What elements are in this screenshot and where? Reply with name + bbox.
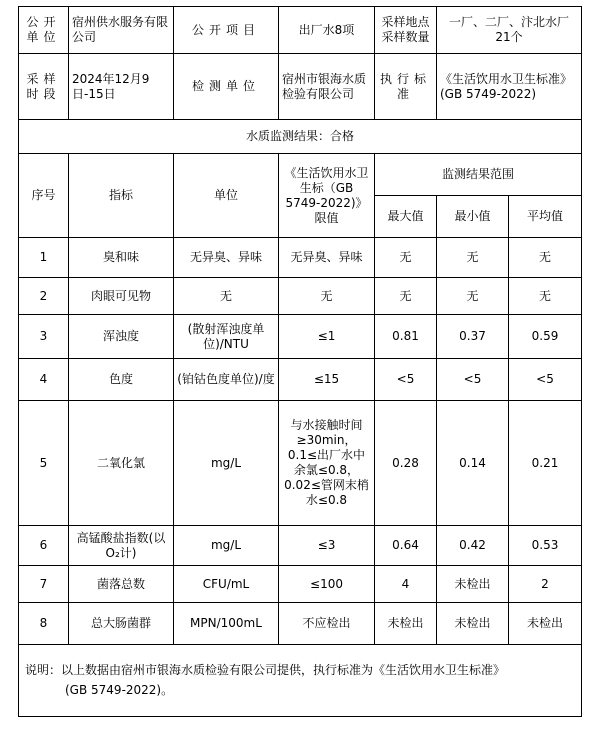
row-no: 5: [19, 401, 69, 526]
row-max: 无: [375, 238, 437, 278]
row-avg: <5: [509, 359, 582, 401]
row-unit: 无异臭、异味: [174, 238, 279, 278]
lab-label: 检测单位: [174, 54, 279, 120]
row-no: 4: [19, 359, 69, 401]
result-title: 水质监测结果：合格: [19, 120, 582, 154]
row-unit: CFU/mL: [174, 566, 279, 603]
col-unit-header: 单位: [174, 154, 279, 238]
col-min-header: 最小值: [437, 196, 509, 238]
row-no: 2: [19, 278, 69, 315]
row-unit: MPN/100mL: [174, 603, 279, 645]
row-min: <5: [437, 359, 509, 401]
standard-value: 《生活饮用水卫生标准》(GB 5749-2022): [437, 54, 582, 120]
period-value: 2024年12月9日-15日: [69, 54, 174, 120]
period-label: 采样时段: [19, 54, 69, 120]
note-cell: [19, 645, 582, 717]
table-row: [19, 359, 582, 401]
row-unit: (散射浑浊度单位)/NTU: [174, 315, 279, 359]
note-line-1: 说明：以上数据由宿州市银海水质检验有限公司提供，执行标准为《生活饮用水卫生标准》: [25, 663, 506, 678]
row-max: 0.28: [375, 401, 437, 526]
row-avg: 0.21: [509, 401, 582, 526]
water-quality-table: [18, 6, 582, 717]
row-limit: ≤3: [279, 526, 375, 566]
row-no: 3: [19, 315, 69, 359]
row-limit: ≤15: [279, 359, 375, 401]
table-row: [19, 566, 582, 603]
row-no: 6: [19, 526, 69, 566]
row-limit: 无: [279, 278, 375, 315]
row-no: 8: [19, 603, 69, 645]
row-avg: 2: [509, 566, 582, 603]
row-avg: 未检出: [509, 603, 582, 645]
project-value: 出厂水8项: [279, 7, 375, 54]
note-row: [19, 645, 582, 717]
table-row: [19, 603, 582, 645]
table-row: [19, 526, 582, 566]
site-value: 一厂、二厂、汴北水厂 21个: [437, 7, 582, 54]
result-title-row: [19, 120, 582, 154]
col-max-header: 最大值: [375, 196, 437, 238]
row-avg: 无: [509, 278, 582, 315]
row-unit: mg/L: [174, 401, 279, 526]
col-avg-header: 平均值: [509, 196, 582, 238]
column-header-row-1: [19, 154, 582, 196]
row-limit: 与水接触时间≥30min，0.1≤出厂水中余氯≤0.8，0.02≤管网末梢水≤0.8: [279, 401, 375, 526]
info-row-1: [19, 7, 582, 54]
row-limit: ≤100: [279, 566, 375, 603]
row-limit: ≤1: [279, 315, 375, 359]
row-max: 4: [375, 566, 437, 603]
row-limit: 不应检出: [279, 603, 375, 645]
row-indicator: 菌落总数: [69, 566, 174, 603]
row-max: 未检出: [375, 603, 437, 645]
info-row-2: [19, 54, 582, 120]
row-limit: 无异臭、异味: [279, 238, 375, 278]
row-no: 7: [19, 566, 69, 603]
row-unit: (铂钴色度单位)/度: [174, 359, 279, 401]
col-indicator-header: 指标: [69, 154, 174, 238]
lab-value: 宿州市银海水质检验有限公司: [279, 54, 375, 120]
unit-label: 公开单位: [19, 7, 69, 54]
project-label: 公开项目: [174, 7, 279, 54]
site-label: 采样地点采样数量: [375, 7, 437, 54]
note-line-2: (GB 5749-2022)。: [65, 682, 174, 697]
row-min: 无: [437, 238, 509, 278]
col-range-header: 监测结果范围: [375, 154, 582, 196]
row-avg: 无: [509, 238, 582, 278]
col-limit-header: 《生活饮用水卫生标（GB 5749-2022)》限值: [279, 154, 375, 238]
col-no-header: 序号: [19, 154, 69, 238]
table-row: [19, 278, 582, 315]
row-max: <5: [375, 359, 437, 401]
row-indicator: 肉眼可见物: [69, 278, 174, 315]
row-indicator: 二氧化氯: [69, 401, 174, 526]
row-indicator: 臭和味: [69, 238, 174, 278]
row-avg: 0.59: [509, 315, 582, 359]
row-unit: mg/L: [174, 526, 279, 566]
row-min: 未检出: [437, 603, 509, 645]
row-min: 0.37: [437, 315, 509, 359]
row-indicator: 高锰酸盐指数(以O₂计): [69, 526, 174, 566]
row-max: 0.64: [375, 526, 437, 566]
standard-label: 执行标准: [375, 54, 437, 120]
row-min: 0.42: [437, 526, 509, 566]
row-indicator: 浑浊度: [69, 315, 174, 359]
row-min: 无: [437, 278, 509, 315]
row-min: 未检出: [437, 566, 509, 603]
row-min: 0.14: [437, 401, 509, 526]
table-row: [19, 315, 582, 359]
row-unit: 无: [174, 278, 279, 315]
row-avg: 0.53: [509, 526, 582, 566]
table-row: [19, 238, 582, 278]
row-max: 无: [375, 278, 437, 315]
unit-value: 宿州供水服务有限公司: [69, 7, 174, 54]
row-max: 0.81: [375, 315, 437, 359]
row-indicator: 色度: [69, 359, 174, 401]
table-row: [19, 401, 582, 526]
row-no: 1: [19, 238, 69, 278]
row-indicator: 总大肠菌群: [69, 603, 174, 645]
